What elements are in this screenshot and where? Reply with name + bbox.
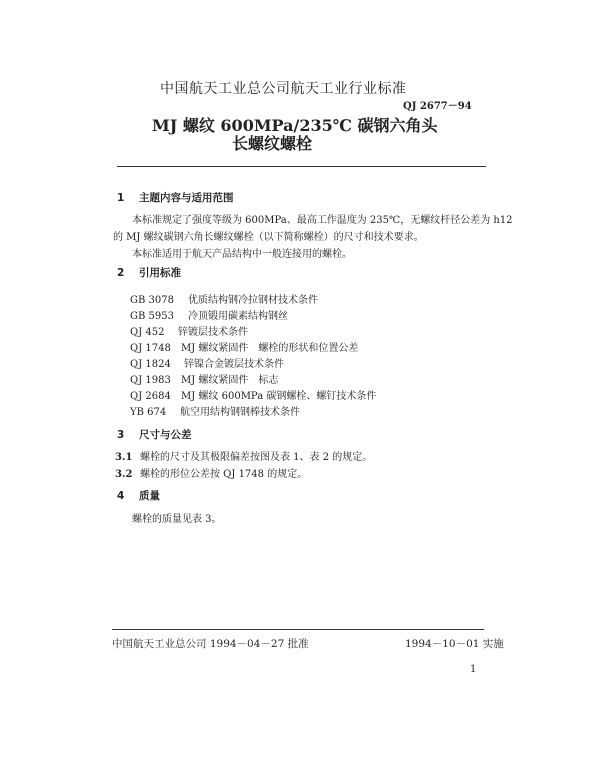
reference-item: QJ 452 锌镀层技术条件 bbox=[130, 327, 248, 338]
footer-divider bbox=[112, 629, 484, 630]
section-heading: 2 引用标准 bbox=[117, 267, 181, 279]
approval-line: 中国航天工业总公司 1994－04－27 批准 bbox=[112, 638, 309, 650]
reference-item: YB 674 航空用结构钢钢棒技术条件 bbox=[130, 407, 300, 418]
reference-item: QJ 1983 MJ 螺纹紧固件 标志 bbox=[130, 375, 279, 386]
issuer-heading: 中国航天工业总公司航天工业行业标准 bbox=[160, 81, 407, 97]
clause: 3.1 螺栓的尺寸及其极限偏差按图及表 1、表 2 的规定。 bbox=[115, 452, 373, 463]
document-title: MJ 螺纹 600MPa/235℃ 碳钢六角头 bbox=[152, 116, 438, 135]
reference-item: QJ 1748 MJ 螺纹紧固件 螺栓的形状和位置公差 bbox=[130, 343, 359, 354]
reference-item: QJ 2684 MJ 螺纹 600MPa 碳钢螺栓、螺钉技术条件 bbox=[130, 391, 377, 402]
paragraph: 本标准适用于航天产品结构中一般连接用的螺栓。 bbox=[132, 249, 352, 260]
paragraph: 本标准规定了强度等级为 600MPa、最高工作温度为 235℃，无螺纹杆径公差为 h12 bbox=[132, 215, 513, 226]
reference-item: GB 3078 优质结构钢冷拉钢材技术条件 bbox=[130, 295, 318, 306]
paragraph: 的 MJ 螺纹碳钢六角长螺纹螺栓（以下简称螺栓）的尺寸和技术要求。 bbox=[113, 232, 424, 243]
reference-item: QJ 1824 锌镍合金镀层技术条件 bbox=[130, 359, 284, 370]
standard-code: QJ 2677－94 bbox=[403, 101, 472, 112]
page-number: 1 bbox=[470, 664, 477, 675]
header-divider bbox=[117, 166, 486, 167]
reference-item: GB 5953 冷顶锻用碳素结构钢丝 bbox=[130, 311, 288, 322]
paragraph: 螺栓的质量见表 3。 bbox=[132, 514, 222, 525]
section-heading: 3 尺寸与公差 bbox=[117, 429, 192, 441]
effective-date: 1994－10－01 实施 bbox=[405, 638, 504, 650]
section-heading: 1 主题内容与适用范围 bbox=[117, 192, 234, 204]
document-subtitle: 长螺纹螺栓 bbox=[232, 134, 313, 153]
section-heading: 4 质量 bbox=[117, 490, 160, 502]
clause: 3.2 螺栓的形位公差按 QJ 1748 的规定。 bbox=[115, 469, 308, 480]
